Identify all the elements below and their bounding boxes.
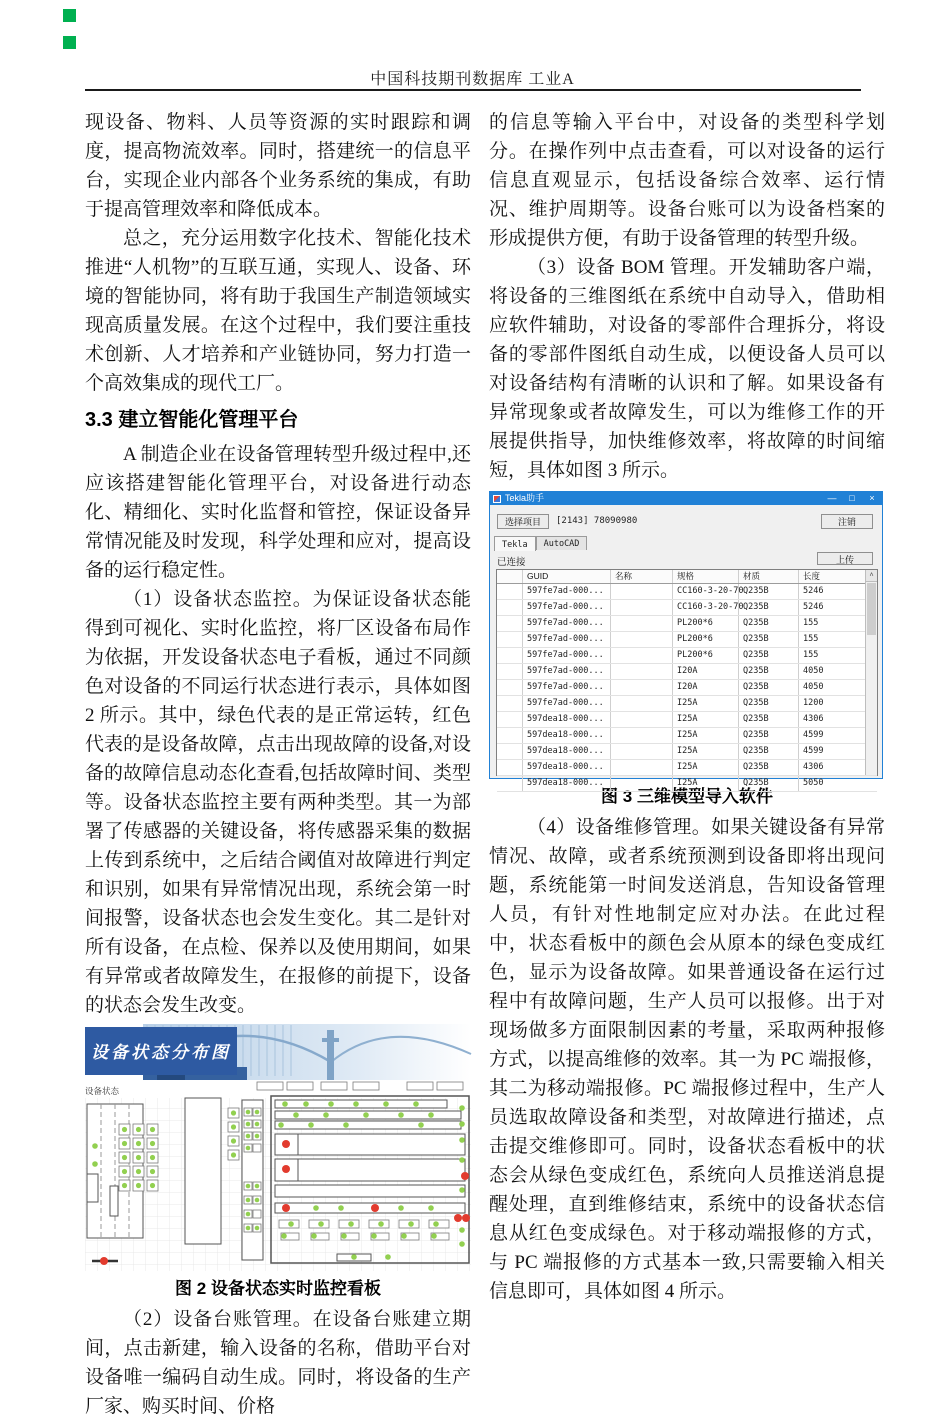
paragraph: 总之，充分运用数字化技术、智能化技术推进“人机物”的互联互通，实现人、设备、环境的智能协同，将有助于我国生产制造领域实现高质量发展。在这个过程中，我们要注重技术创新、人才培养和产业链协同，努力打造一个高效集成的现代工厂。 xyxy=(85,228,471,394)
bom-table xyxy=(496,569,878,788)
window-title: Tekla助手 xyxy=(505,493,545,503)
table-scrollbar[interactable] xyxy=(865,570,877,775)
close-button[interactable]: × xyxy=(869,493,875,503)
table-row[interactable]: 597fe7ad-000... I20A Q235B 4050 xyxy=(497,680,877,696)
table-row[interactable]: 597fe7ad-000... PL200*6 Q235B 155 xyxy=(497,648,877,664)
table-row[interactable]: 597fe7ad-000... I20A Q235B 4050 xyxy=(497,664,877,680)
paragraph: （2）设备台账管理。在设备台账建立期间，点击新建，输入设备的名称，借助平台对设备唯一编码自动生成。同时，将设备的生产厂家、购买时间、价格 xyxy=(85,1309,471,1417)
col-length: 长度 xyxy=(803,571,821,581)
window-body xyxy=(490,505,882,788)
table-row[interactable]: 597fe7ad-000... PL200*6 Q235B 155 xyxy=(497,616,877,632)
paragraph: （3）设备 BOM 管理。开发辅助客户端，将设备的三维图纸在系统中自动导入，借助相应软件辅助，对设备的零部件合理拆分，将设备的零部件图纸自动生成，以便设备人员可以对设备结构有清晰的认识和了解。如果设备有异常现象或者故障发生，可以为维修工作的开展提供指导，加快维修效率，将故障的时间缩短，具体如图 3 所示。 xyxy=(489,257,885,481)
left-column xyxy=(85,108,471,1421)
col-guid: GUID xyxy=(523,570,611,583)
figure-3 xyxy=(489,491,885,809)
figure-3-caption: 图 3 三维模型导入软件 xyxy=(601,787,773,806)
green-marker xyxy=(63,9,76,22)
maximize-button[interactable]: □ xyxy=(849,493,855,503)
table-row[interactable]: 597fe7ad-000... CC160-3-20-70 Q235B 5246 xyxy=(497,584,877,600)
banner-title: 设备状态分布图 xyxy=(91,1043,231,1062)
select-project-button[interactable]: 选择项目 xyxy=(497,514,549,529)
header-rule xyxy=(85,89,861,91)
section-heading: 3.3 建立智能化管理平台 xyxy=(85,409,299,431)
app-icon xyxy=(493,495,501,503)
selection-text: [2143] 78090980 xyxy=(556,516,638,526)
figure-2 xyxy=(85,1024,471,1301)
table-row[interactable]: 597fe7ad-000... I25A Q235B 1200 xyxy=(497,696,877,712)
table-row[interactable]: 597dea18-000... I25A Q235B 4599 xyxy=(497,744,877,760)
tab-autocad[interactable]: AutoCAD xyxy=(536,536,588,550)
paragraph: A 制造企业在设备管理转型升级过程中,还应该搭建智能化管理平台，对设备进行动态化、精细化、实时化监督和管控，保证设备异常情况能及时发现，科学处理和应对，提高设备的运行稳定性。 xyxy=(85,444,471,581)
paragraph: 的信息等输入平台中，对设备的类型科学划分。在操作列中点击查看，可以对设备的运行信息直观显示，包括设备综合效率、运行情况、维护周期等。设备台账可以为设备档案的形成提供方便，有助于设备管理的转型升级。 xyxy=(489,112,885,249)
table-header xyxy=(497,570,877,584)
table-row[interactable]: 597fe7ad-000... PL200*6 Q235B 155 xyxy=(497,632,877,648)
right-column xyxy=(489,108,885,1306)
scroll-up-arrow[interactable]: ˄ xyxy=(866,570,877,582)
upload-button[interactable]: 上传 xyxy=(817,552,873,565)
col-name: 名称 xyxy=(611,570,673,583)
col-material: 材质 xyxy=(739,570,799,583)
col-spec: 规格 xyxy=(673,570,739,583)
table-row[interactable]: 597dea18-000... I25A Q235B 4599 xyxy=(497,728,877,744)
paragraph: （1）设备状态监控。为保证设备状态能得到可视化、实时化监控，将厂区设备布局作为依据，开发设备状态电子看板，通过不同颜色对设备的不同运行状态进行表示，具体如图 2 所示。其中，绿色代表的是正常运转，红色代表的是设备故障，点击出现故障的设备,对设备的故障信息动态化查看,包括故障时间、类型等。设备状态监控主要有两种类型。其一为部署了传感器的关键设备，将传感器采集的数据上传到系统中，之后结合阈值对故障进行判定和识别，如果有异常情况出现，系统会第一时间报警，设备状态也会发生变化。其二是针对所有设备，在点检、保养以及使用期间，如果有异常或者故障发生，在报修的前提下，设备的状态会发生改变。 xyxy=(85,589,471,1016)
scrollbar-thumb[interactable] xyxy=(867,583,876,635)
green-marker xyxy=(63,36,76,49)
tab-bar xyxy=(494,536,587,550)
tab-tekla[interactable]: Tekla xyxy=(494,536,536,551)
floor-plan-graphic xyxy=(85,1024,471,1271)
window-titlebar[interactable] xyxy=(490,492,882,505)
bom-table-body xyxy=(497,584,877,792)
table-row[interactable]: 597fe7ad-000... CC160-3-20-70 Q235B 5246 xyxy=(497,600,877,616)
table-row[interactable]: 597dea18-000... I25A Q235B 4306 xyxy=(497,760,877,776)
connection-status: 已连接 xyxy=(497,557,526,568)
minimize-button[interactable]: — xyxy=(827,493,837,503)
logout-button[interactable]: 注销 xyxy=(821,514,873,529)
legend-label: 设备状态 xyxy=(85,1086,120,1096)
figure-2-caption: 图 2 设备状态实时监控看板 xyxy=(175,1279,381,1298)
table-row[interactable]: 597dea18-000... I25A Q235B 4306 xyxy=(497,712,877,728)
paragraph: 现设备、物料、人员等资源的实时跟踪和调度，提高物流效率。同时，搭建统一的信息平台，实现企业内部各个业务系统的集成，有助于提高管理效率和降低成本。 xyxy=(85,112,471,220)
tekla-window xyxy=(489,491,883,788)
table-row[interactable]: 597dea18-000... I25A Q235B 5050 xyxy=(497,776,877,792)
journal-header: 中国科技期刊数据库 工业A xyxy=(370,71,575,88)
paragraph: （4）设备维修管理。如果关键设备有异常情况、故障，或者系统预测到设备即将出现问题，系统能第一时间发送消息，告知设备管理人员，有针对性地制定应对办法。在此过程中，状态看板中的颜色会从原本的绿色变成红色，显示为设备故障。如果普通设备在运行过程中有故障问题，生产人员可以报修。出于对现场做多方面限制因素的考量，采取两种报修方式，以提高维修的效率。其一为 PC 端报修，其二为移动端报修。PC 端报修过程中，生产人员选取故障设备和类型，对故障进行描述，点击提交维修即可。同时，设备状态看板中的状态会从绿色变成红色，系统向人员推送消息提醒处理，直到维修结束，系统中的设备状态信息从红色变成绿色。对于移动端报修的方式，与 PC 端报修的方式基本一致,只需要输入相关信息即可，具体如图 4 所示。 xyxy=(489,817,885,1302)
